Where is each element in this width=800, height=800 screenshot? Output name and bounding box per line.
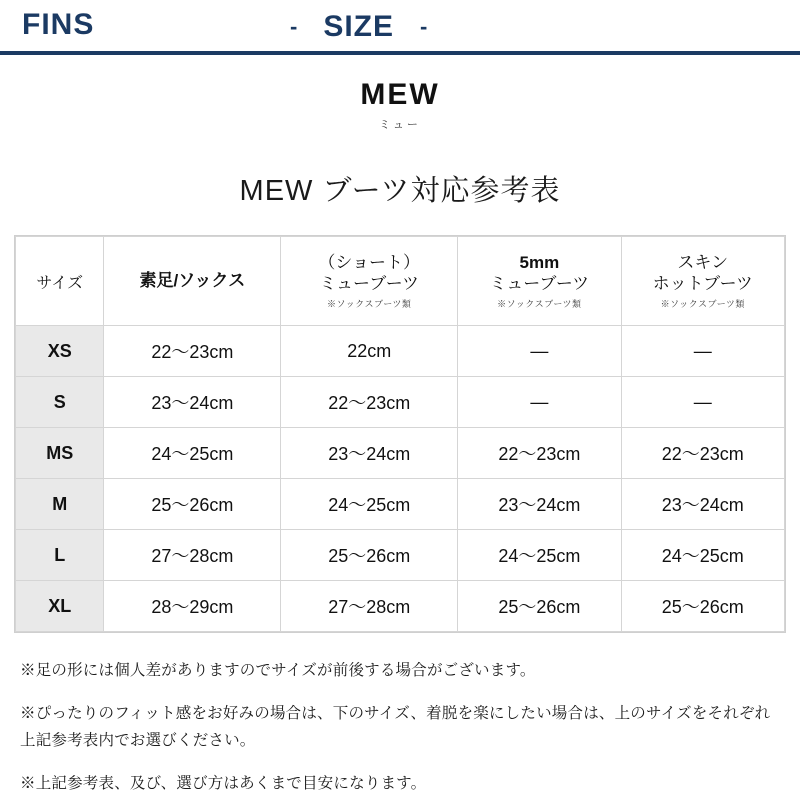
header-size-label: SIZE [323,10,395,43]
column-header-5mm-boots-line2: ミューブーツ [489,274,590,293]
header-divider [0,51,800,55]
column-header-skin-hot-boots-note: ※ソックスブーツ類 [660,299,745,310]
table-head [16,237,785,326]
table-body [16,326,785,632]
cell-bare: 28〜29cm [104,581,281,632]
cell-short: 22〜23cm [281,377,458,428]
cell-short: 27〜28cm [281,581,458,632]
row-size-label: XS [16,326,104,377]
header-size-group [290,10,427,44]
note-fit-preference: ※ぴったりのフィット感をお好みの場合は、下のサイズ、着脱を楽にしたい場合は、上のサイズをそれぞれ上記参考表内でお選びください。 [20,705,771,750]
cell-skin: 22〜23cm [621,428,784,479]
column-header-short-boots-line2: ミューブーツ [319,274,420,293]
header-dash-right: - [420,14,428,39]
cell-skin: 24〜25cm [621,530,784,581]
table-row [16,377,785,428]
table-header-row [16,237,785,326]
page-header [0,0,800,56]
column-header-5mm-boots-line1: 5mm [519,252,560,272]
column-header-5mm-boots [458,237,621,326]
size-table [15,236,785,632]
cell-skin: — [621,326,784,377]
brand-kana: ミュー [379,119,421,131]
row-size-label: L [16,530,104,581]
column-header-short-boots [281,237,458,326]
note-foot-shape: ※足の形には個人差がありますのでサイズが前後する場合がございます。 [20,662,536,679]
column-header-bare-label: 素足/ソックス [139,271,246,291]
cell-bare: 22〜23cm [104,326,281,377]
cell-5mm: 24〜25cm [458,530,621,581]
column-header-bare [104,237,281,326]
table-row [16,530,785,581]
brand-block [0,78,800,132]
column-header-size [16,237,104,326]
cell-bare: 25〜26cm [104,479,281,530]
cell-5mm: — [458,326,621,377]
note-reference-disclaimer: ※上記参考表、及び、選び方はあくまで目安になります。 [20,775,427,793]
column-header-skin-hot-boots [621,237,784,326]
cell-skin: — [621,377,784,428]
table-row [16,326,785,377]
cell-short: 24〜25cm [281,479,458,530]
cell-skin: 23〜24cm [621,479,784,530]
row-size-label: XL [16,581,104,632]
cell-bare: 27〜28cm [104,530,281,581]
row-size-label: M [16,479,104,530]
row-size-label: S [16,377,104,428]
header-dash-left: - [290,14,298,39]
cell-5mm: — [458,377,621,428]
page-title: MEW ブーツ対応参考表 [239,175,561,207]
cell-bare: 23〜24cm [104,377,281,428]
table-row [16,479,785,530]
cell-5mm: 22〜23cm [458,428,621,479]
column-header-size-label: サイズ [36,274,84,292]
cell-short: 25〜26cm [281,530,458,581]
header-fins-label: FINS [22,8,95,41]
size-table-wrapper [14,235,786,633]
table-row [16,428,785,479]
column-header-5mm-boots-note: ※ソックスブーツ類 [497,299,582,310]
cell-5mm: 23〜24cm [458,479,621,530]
table-row [16,581,785,632]
cell-skin: 25〜26cm [621,581,784,632]
row-size-label: MS [16,428,104,479]
cell-bare: 24〜25cm [104,428,281,479]
column-header-skin-hot-boots-line2: ホットブーツ [652,274,753,293]
column-header-short-boots-note: ※ソックスブーツ類 [327,299,412,310]
column-header-short-boots-line1: （ショート） [318,252,421,272]
cell-5mm: 25〜26cm [458,581,621,632]
column-header-skin-hot-boots-line1: スキン [677,252,729,272]
brand-name: MEW [360,78,440,111]
cell-short: 22cm [281,326,458,377]
notes-section [20,657,780,798]
cell-short: 23〜24cm [281,428,458,479]
